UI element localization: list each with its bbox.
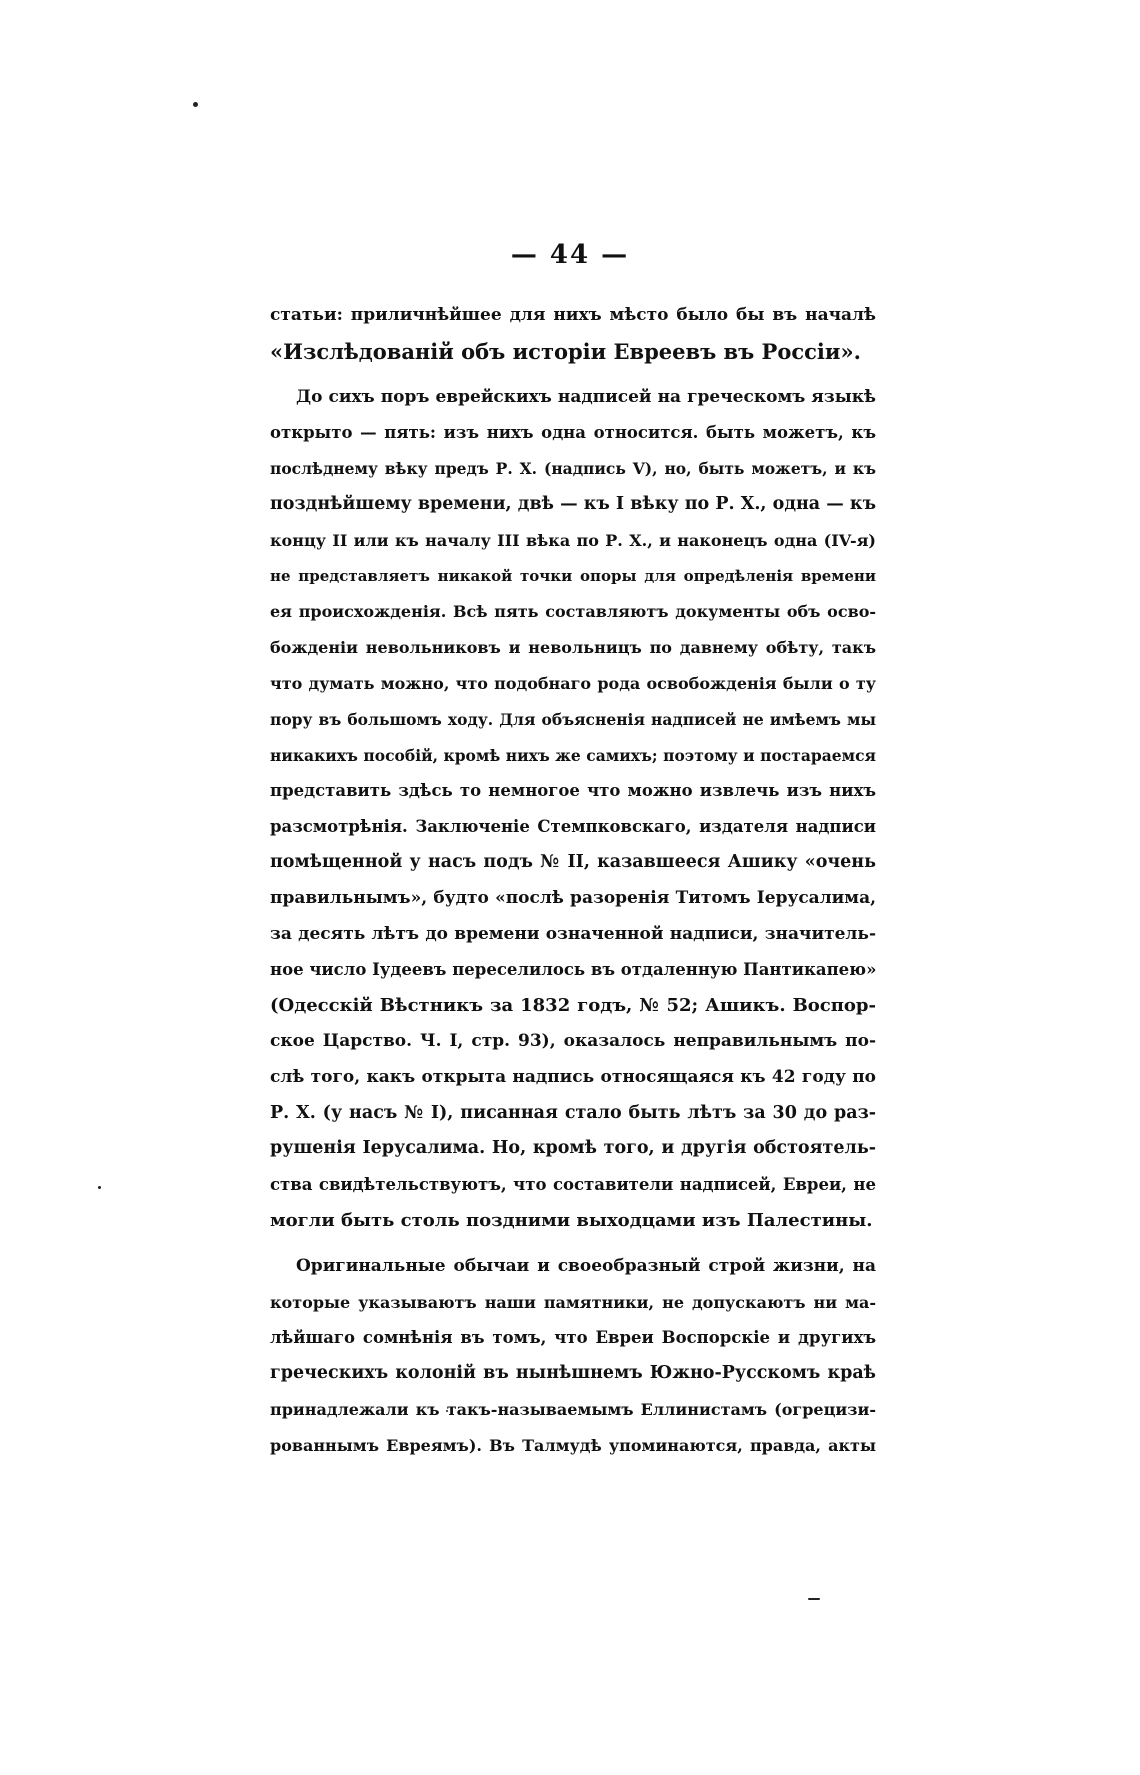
text-line: что думать можно, что подобнаго рода освобожденія были о ту xyxy=(270,673,876,693)
text-line: представить здѣсь то немногое что можно извлечь изъ нихъ xyxy=(270,781,876,801)
text-line: разсмотрѣнія. Заключеніе Стемпковскаго, издателя надписи xyxy=(270,817,876,837)
text-line: правильнымъ», будто «послѣ разоренія Титомъ Іерусалима, xyxy=(270,887,876,908)
text-line: ея происхожденія. Всѣ пять составляютъ документы объ осво- xyxy=(270,602,876,622)
scan-speck xyxy=(98,1186,101,1189)
text-line: не представляетъ никакой точки опоры для опредѣленія времени xyxy=(270,566,876,585)
text-line: рушенія Іерусалима. Но, кромѣ того, и другія обстоятель- xyxy=(270,1138,876,1159)
text-line: божденіи невольниковъ и невольницъ по давнему обѣту, такъ xyxy=(270,638,876,658)
body-text xyxy=(270,298,876,1464)
text-line: помѣщенной у насъ подъ № II, казавшееся Ашику «очень xyxy=(270,851,876,872)
text-line: никакихъ пособій, кромѣ нихъ же самихъ; поэтому и постараемся xyxy=(270,745,876,765)
text-line: слѣ того, какъ открыта надпись относящаяся къ 42 году по xyxy=(270,1066,876,1087)
text-line: которые указываютъ наши памятники, не допускаютъ ни ма- xyxy=(270,1292,876,1312)
text-line: рованнымъ Евреямъ). Въ Талмудѣ упоминаются, правда, акты xyxy=(270,1435,876,1455)
page-number: — 44 — xyxy=(510,240,630,270)
text-line: послѣднему вѣку предъ Р. Х. (надпись V), но, быть можетъ, и къ xyxy=(270,459,876,479)
text-line: ное число Іудеевъ переселилось въ отдаленную Пантикапею» xyxy=(270,960,876,980)
text-line: пору въ большомъ ходу. Для объясненія надписей не имѣемъ мы xyxy=(270,709,876,729)
scan-speck xyxy=(808,1598,820,1600)
paragraph-3 xyxy=(270,1249,876,1464)
text-line: статьи: приличнѣйшее для нихъ мѣсто было бы въ началѣ xyxy=(270,305,876,325)
text-line: принадлежали къ такъ-называемымъ Еллинистамъ (огрецизи- xyxy=(270,1399,876,1419)
text-line: лѣйшаго сомнѣнія въ томъ, что Евреи Воспорскіе и другихъ xyxy=(270,1328,876,1348)
text-line: ства свидѣтельствуютъ, что составители надписей, Евреи, не xyxy=(270,1175,876,1195)
text-line: концу II или къ началу III вѣка по Р. Х., и наконецъ одна (IV-я) xyxy=(270,530,876,550)
text-line: ское Царство. Ч. I, стр. 93), оказалось неправильнымъ по- xyxy=(270,1030,876,1051)
text-line: «Изслѣдованій объ исторіи Евреевъ въ Россіи». xyxy=(270,338,861,364)
text-line: могли быть столь поздними выходцами изъ Палестины. xyxy=(270,1209,873,1231)
text-line: Оригинальные обычаи и своеобразный строй жизни, на xyxy=(296,1255,876,1276)
paragraph-1 xyxy=(270,298,876,370)
text-line: за десять лѣтъ до времени означенной надписи, значитель- xyxy=(270,923,876,944)
text-line: открыто — пять: изъ нихъ одна относится. быть можетъ, къ xyxy=(270,423,876,443)
paragraph-2 xyxy=(270,380,876,1239)
scan-speck xyxy=(193,102,198,107)
text-line: (Одесскій Вѣстникъ за 1832 годъ, № 52; Ашикъ. Воспор- xyxy=(270,995,876,1017)
text-line: До сихъ поръ еврейскихъ надписей на греческомъ языкѣ xyxy=(296,386,876,407)
text-line: греческихъ колоній въ нынѣшнемъ Южно-Русскомъ краѣ xyxy=(270,1363,876,1384)
text-line: позднѣйшему времени, двѣ — къ I вѣку по Р. Х., одна — къ xyxy=(270,493,876,514)
text-line: Р. Х. (у насъ № I), писанная стало быть лѣтъ за 30 до раз- xyxy=(270,1102,876,1123)
